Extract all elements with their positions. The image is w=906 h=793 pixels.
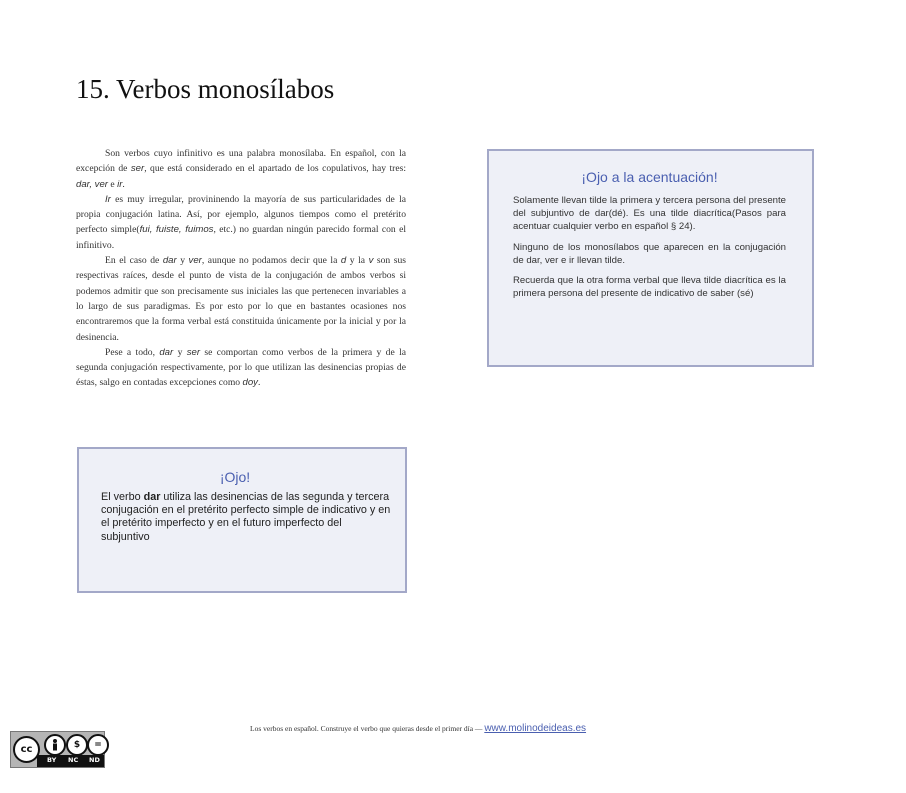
nd-label: ND bbox=[89, 756, 100, 764]
accent-note-heading: ¡Ojo a la acentuación! bbox=[581, 169, 718, 185]
main-body-text bbox=[76, 146, 406, 391]
cc-logo-icon: cc bbox=[13, 736, 40, 763]
ojo-note-box bbox=[77, 447, 407, 593]
accent-note-box bbox=[487, 149, 814, 367]
footer-text: Los verbos en español. Construye el verbo que quieras desde el primer día — bbox=[250, 724, 485, 733]
by-label: BY bbox=[47, 756, 57, 764]
footer-site-link[interactable]: www.molinodeideas.es bbox=[484, 723, 587, 734]
body-paragraph: Pese a todo, dar y ser se comportan como verbos de la primera y de la segunda conjugación respectivamente, por lo que utilizan las desinencias propias de éstas, salgo en contadas excepciones como doy. bbox=[76, 346, 407, 389]
body-paragraph: Son verbos cuyo infinitivo es una palabra monosílaba. En español, con la excepción de ser, que está considerado en el apartado de los copulativos, hay tres: dar, ver e ir. bbox=[76, 148, 406, 190]
accent-note-paragraph: Solamente llevan tilde la primera y tercera persona del presente del subjuntivo de dar(dé). Es una tilde diacrítica(Pasos para acentuar cualquier verbo en español § 24). bbox=[513, 195, 786, 233]
body-paragraph: Ir es muy irregular, provininendo la mayoría de sus particularidades de la propia conjugación latina. Así, por ejemplo, algunos tiempos como el pretérito perfecto simple(fui, fuiste, fuimos, etc.) no guardan ningún parecido formal con el infinitivo. bbox=[76, 193, 406, 251]
body-paragraph: En el caso de dar y ver, aunque no podamos decir que la d y la v son sus respectivas raíces, desde el punto de vista de la conjugación de ambos verbos si podemos admitir que son precisamente sus iniciales las que pertenecen invariables a lo largo de sus paradigmas. Es por esto por lo que en bastantes ocasiones nos encontraremos que la forma verbal está constituida únicamente por la inicial y por la desinencia. bbox=[76, 255, 407, 343]
accent-note-paragraph: Recuerda que la otra forma verbal que lleva tilde diacrítica es la primera persona del presente de indicativo de saber (sé) bbox=[513, 275, 786, 300]
nd-equals-icon: = bbox=[87, 734, 109, 756]
nc-dollar-icon: $ bbox=[66, 734, 88, 756]
cc-license-badge[interactable] bbox=[10, 731, 105, 768]
nc-label: NC bbox=[68, 756, 79, 764]
page-title: 15. Verbos monosílabos bbox=[76, 74, 335, 104]
ojo-note-text: El verbo dar utiliza las desinencias de las segunda y tercera conjugación en el pretérito perfecto simple de indicativo y en el pretérito imperfecto y en el futuro imperfecto del subjuntivo bbox=[101, 491, 391, 543]
accent-note-paragraph: Ninguno de los monosílabos que aparecen en la conjugación de dar, ver e ir llevan tilde. bbox=[513, 241, 786, 266]
footer bbox=[250, 723, 586, 734]
ojo-note-heading: ¡Ojo! bbox=[219, 469, 251, 485]
by-person-icon bbox=[44, 734, 66, 756]
